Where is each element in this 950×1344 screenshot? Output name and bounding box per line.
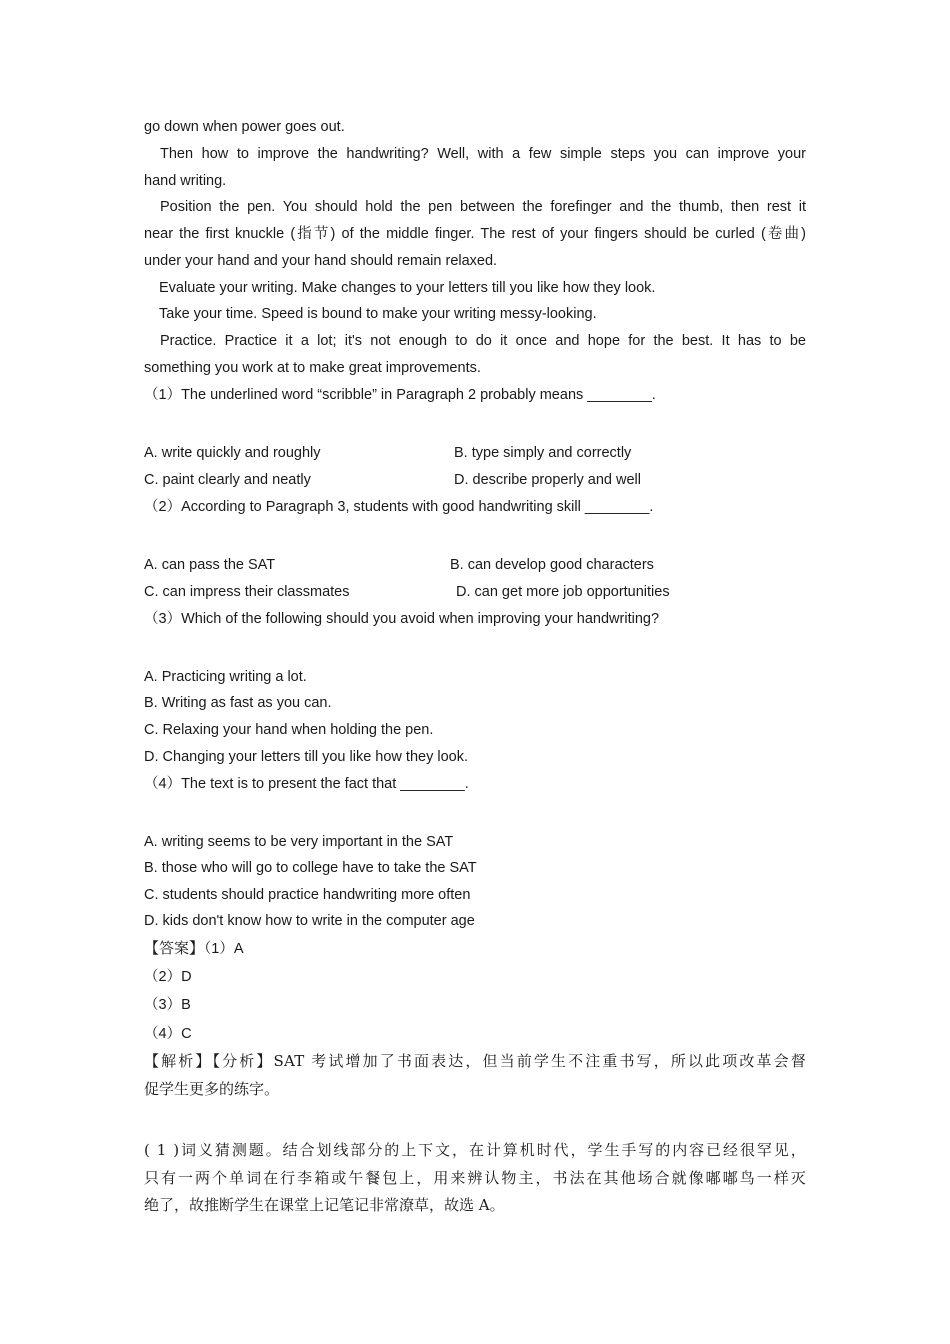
question-stem: （3）Which of the following should you avoid when improving your handwriting?	[144, 611, 660, 627]
passage-line: Practice. Practice it a lot; it's not enough to do it once and hope for the best. It has to be	[160, 333, 806, 349]
option-d: D. Changing your letters till you like how they look.	[144, 749, 468, 765]
answer-item: （4）C	[144, 1026, 192, 1042]
option-c: C. Relaxing your hand when holding the pen.	[144, 722, 434, 738]
option-d: D. describe properly and well	[454, 472, 641, 488]
option-c: C. students should practice handwriting more often	[144, 887, 471, 903]
passage-line: Then how to improve the handwriting? Well, with a few simple steps you can improve your	[160, 146, 806, 162]
passage-line: go down when power goes out.	[144, 119, 345, 135]
passage-line: Position the pen. You should hold the pen between the forefinger and the thumb, then rest it	[160, 199, 806, 215]
option-b: B. Writing as fast as you can.	[144, 695, 332, 711]
option-d: D. can get more job opportunities	[456, 584, 670, 600]
passage-line: something you work at to make great improvements.	[144, 360, 481, 376]
analysis-line: 绝了，故推断学生在课堂上记笔记非常潦草，故选 A。	[144, 1196, 505, 1214]
passage-line: near the first knuckle (指节) of the middle finger. The rest of your fingers should be curled (卷曲)	[144, 226, 806, 242]
analysis-line: 只有一两个单词在行李箱或午餐包上，用来辨认物主，书法在其他场合就像嘟嘟鸟一样灭	[144, 1169, 806, 1187]
question-stem: （1）The underlined word “scribble” in Paragraph 2 probably means ________.	[144, 387, 656, 403]
analysis-line: ( 1 )词义猜测题。结合划线部分的上下文，在计算机时代，学生手写的内容已经很罕见，	[144, 1141, 806, 1159]
passage-line: under your hand and your hand should remain relaxed.	[144, 253, 498, 269]
option-c: C. can impress their classmates	[144, 584, 350, 600]
analysis-text: 【分析】SAT 考试增加了书面表达，但当前学生不注重书写，所以此项改革会督	[212, 1052, 806, 1070]
option-a: A. write quickly and roughly	[144, 445, 321, 461]
option-a: A. writing seems to be very important in the SAT	[144, 834, 454, 850]
option-b: B. those who will go to college have to take the SAT	[144, 860, 477, 876]
answer-item: （1）A	[204, 941, 244, 957]
option-b: B. type simply and correctly	[454, 445, 632, 461]
answer-item: （3）B	[144, 997, 191, 1013]
answer-item: （2）D	[144, 969, 192, 985]
answer-block	[144, 938, 244, 959]
option-b: B. can develop good characters	[450, 557, 654, 573]
analysis-line: 促学生更多的练字。	[144, 1080, 280, 1098]
option-a: A. can pass the SAT	[144, 557, 276, 573]
option-d: D. kids don't know how to write in the computer age	[144, 913, 475, 929]
analysis-line	[144, 1050, 806, 1072]
option-a: A. Practicing writing a lot.	[144, 669, 307, 685]
question-stem: （4）The text is to present the fact that ________.	[144, 776, 469, 792]
passage-line: Evaluate your writing. Make changes to your letters till you like how they look.	[159, 280, 656, 296]
answer-label: 【答案】	[144, 939, 205, 957]
option-c: C. paint clearly and neatly	[144, 472, 311, 488]
passage-line: hand writing.	[144, 173, 227, 189]
passage-line: Take your time. Speed is bound to make your writing messy-looking.	[159, 306, 597, 322]
question-stem: （2）According to Paragraph 3, students with good handwriting skill ________.	[144, 499, 654, 515]
analysis-label: 【解析】	[144, 1052, 213, 1070]
